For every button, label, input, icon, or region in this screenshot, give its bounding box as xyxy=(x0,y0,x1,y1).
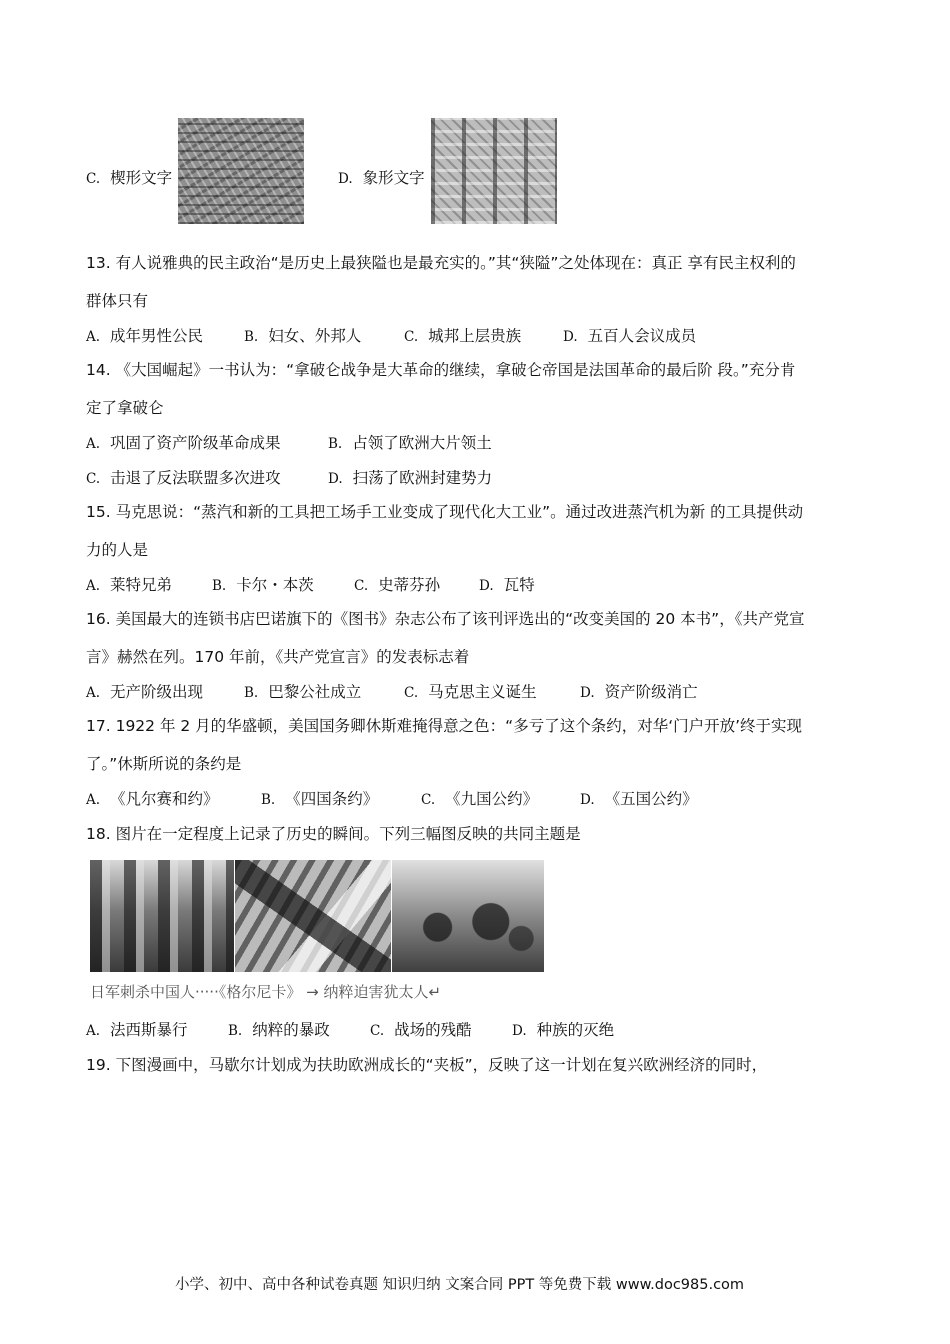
option-text: 巩固了资产阶级革命成果 xyxy=(110,434,281,452)
q18-stem-line1: 18. 图片在一定程度上记录了历史的瞬间。下列三幅图反映的共同主题是 xyxy=(86,825,581,843)
option-text: 扫荡了欧洲封建势力 xyxy=(352,469,493,487)
q15-stem-line1: 15. 马克思说：“蒸汽和新的工具把工场手工业变成了现代化大工业”。通过改进蒸汽机为新 的工具提供动 xyxy=(86,503,804,521)
option-letter: B. xyxy=(244,685,259,701)
option-text: 《五国公约》 xyxy=(604,790,698,808)
q14-option-d[interactable] xyxy=(328,468,492,489)
option-letter: C. xyxy=(86,171,101,187)
q15-stem-line2: 力的人是 xyxy=(86,541,149,559)
option-letter: A. xyxy=(86,578,101,594)
option-text: 种族的灭绝 xyxy=(536,1021,615,1039)
q16-stem-line1: 16. 美国最大的连锁书店巴诺旗下的《图书》杂志公布了该刊评选出的“改变美国的 20 本书”，《共产党宣 xyxy=(86,610,805,628)
option-text: 巴黎公社成立 xyxy=(268,683,362,701)
option-letter: D. xyxy=(479,578,494,594)
q18-option-b[interactable] xyxy=(228,1020,330,1041)
q18-image-caption: 日军刺杀中国人·····《格尔尼卡》 → 纳粹迫害犹太人↵ xyxy=(90,983,442,1001)
q16-options xyxy=(86,682,786,702)
option-letter: C. xyxy=(354,578,369,594)
q14-stem-line1: 14. 《大国崛起》一书认为：“拿破仑战争是大革命的继续，拿破仑帝国是法国革命的最后阶 段。”充分肯 xyxy=(86,361,796,379)
option-letter: D. xyxy=(512,1023,527,1039)
option-text: 莱特兄弟 xyxy=(110,576,173,594)
option-letter: B. xyxy=(261,792,276,808)
q15-option-a[interactable] xyxy=(86,575,172,596)
q17-stem-line2: 了。”休斯所说的条约是 xyxy=(86,755,242,773)
q18-option-a[interactable] xyxy=(86,1020,188,1041)
q12-options xyxy=(86,168,786,188)
q17-stem-line1: 17. 1922 年 2 月的华盛顿，美国国务卿休斯难掩得意之色：“多亏了这个条约，对华‘门户开放’终于实现 xyxy=(86,717,803,735)
q16-option-c[interactable] xyxy=(404,682,537,703)
option-letter: A. xyxy=(86,792,101,808)
q12-option-c[interactable] xyxy=(86,168,172,189)
option-letter: B. xyxy=(328,436,343,452)
option-letter: D. xyxy=(580,792,595,808)
option-text: 占领了欧洲大片领土 xyxy=(352,434,492,452)
option-text: 法西斯暴行 xyxy=(110,1021,188,1039)
option-text: 卡尔・本茨 xyxy=(236,576,314,594)
q16-option-b[interactable] xyxy=(244,682,361,703)
option-letter: A. xyxy=(86,685,101,701)
q17-option-b[interactable] xyxy=(261,789,378,810)
option-text: 《四国条约》 xyxy=(285,790,379,808)
q15-option-c[interactable] xyxy=(354,575,440,596)
q17-options xyxy=(86,789,786,809)
japanese-atrocity-photo xyxy=(90,860,234,972)
option-letter: D. xyxy=(338,171,353,187)
q14-option-b[interactable] xyxy=(328,433,492,454)
q14-stem-line2: 定了拿破仑 xyxy=(86,399,164,417)
option-text: 妇女、外邦人 xyxy=(268,327,362,345)
q13-stem-line1: 13. 有人说雅典的民主政治“是历史上最狭隘也是最充实的。”其“狭隘”之处体现在：真正 享有民主权利的 xyxy=(86,254,796,272)
page-footer: 小学、初中、高中各种试卷真题 知识归纳 文案合同 PPT 等免费下载 www.doc985.com xyxy=(175,1277,745,1293)
option-text: 《凡尔赛和约》 xyxy=(110,790,219,808)
q12-option-d[interactable] xyxy=(338,168,425,189)
option-text: 五百人会议成员 xyxy=(587,327,697,345)
q14-option-c[interactable] xyxy=(86,468,281,489)
q17-option-a[interactable] xyxy=(86,789,219,810)
q19-stem-line1: 19. 下图漫画中，马歇尔计划成为扶助欧洲成长的“夹板”，反映了这一计划在复兴欧洲经济的同时， xyxy=(86,1056,768,1074)
option-text: 象形文字 xyxy=(362,169,425,187)
q18-options xyxy=(86,1020,786,1040)
option-letter: C. xyxy=(370,1023,385,1039)
option-letter: C. xyxy=(404,685,419,701)
q16-stem-line2: 言》赫然在列。170 年前，《共产党宣言》的发表标志着 xyxy=(86,648,470,666)
option-letter: D. xyxy=(580,685,595,701)
option-text: 城邦上层贵族 xyxy=(428,327,522,345)
q15-option-d[interactable] xyxy=(479,575,535,596)
q14-options-row2 xyxy=(86,468,786,488)
q13-option-d[interactable] xyxy=(563,326,696,347)
q18-option-d[interactable] xyxy=(512,1020,614,1041)
q13-option-b[interactable] xyxy=(244,326,361,347)
option-text: 楔形文字 xyxy=(110,169,173,187)
option-letter: B. xyxy=(244,329,259,345)
q16-option-d[interactable] xyxy=(580,682,698,703)
option-letter: B. xyxy=(228,1023,243,1039)
q17-option-d[interactable] xyxy=(580,789,698,810)
option-text: 资产阶级消亡 xyxy=(604,683,698,701)
option-letter: A. xyxy=(86,436,101,452)
option-text: 瓦特 xyxy=(503,576,535,594)
option-letter: D. xyxy=(328,471,343,487)
q17-option-c[interactable] xyxy=(421,789,538,810)
option-text: 无产阶级出现 xyxy=(110,683,204,701)
option-text: 马克思主义诞生 xyxy=(428,683,537,701)
option-letter: C. xyxy=(421,792,436,808)
q18-option-c[interactable] xyxy=(370,1020,472,1041)
option-text: 史蒂芬孙 xyxy=(378,576,441,594)
option-letter: A. xyxy=(86,1023,101,1039)
option-letter: B. xyxy=(212,578,227,594)
q14-options-row1 xyxy=(86,433,786,453)
option-letter: D. xyxy=(563,329,578,345)
option-text: 纳粹的暴政 xyxy=(252,1021,330,1039)
option-text: 战场的残酷 xyxy=(394,1021,472,1039)
option-text: 击退了反法联盟多次进攻 xyxy=(110,469,281,487)
q16-option-a[interactable] xyxy=(86,682,203,703)
option-text: 成年男性公民 xyxy=(110,327,204,345)
option-letter: C. xyxy=(404,329,419,345)
q14-option-a[interactable] xyxy=(86,433,281,454)
q15-options xyxy=(86,575,786,595)
option-letter: C. xyxy=(86,471,101,487)
option-letter: A. xyxy=(86,329,101,345)
guernica-painting-image xyxy=(235,860,391,972)
q13-stem-line2: 群体只有 xyxy=(86,292,149,310)
q15-option-b[interactable] xyxy=(212,575,314,596)
q13-option-a[interactable] xyxy=(86,326,203,347)
q13-option-c[interactable] xyxy=(404,326,521,347)
option-text: 《九国公约》 xyxy=(445,790,539,808)
nazi-persecution-photo xyxy=(392,860,544,972)
q13-options xyxy=(86,326,786,346)
